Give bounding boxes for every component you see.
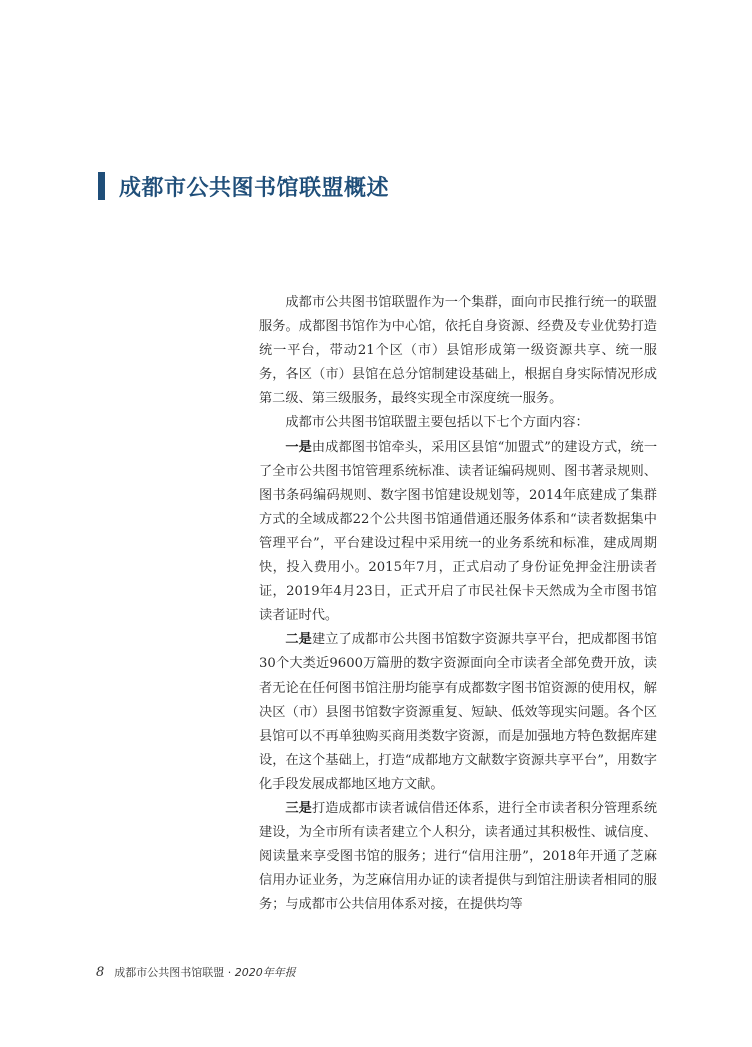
report-year: 2020年年报 xyxy=(234,966,296,979)
paragraph-overview: 成都市公共图书馆联盟主要包括以下七个方面内容： xyxy=(285,415,589,431)
body-text xyxy=(259,291,657,917)
section-title: 成都市公共图书馆联盟概述 xyxy=(119,175,390,201)
paragraph-intro: 成都市公共图书馆联盟作为一个集群，面向市民推行统一的联盟服务。成都图书馆作为中心馆，依托自身资源、经费及专业优势打造统一平台，带动21个区（市）县馆形成第一级资源共享、统一服务，各区（市）县馆在总分馆制建设基础上，根据自身实际情况形成第二级、第三级服务，最终实现全市深度统一服务。 xyxy=(259,295,657,407)
publication-name: 成都市公共图书馆联盟 · xyxy=(114,966,235,979)
item-2-lead: 二是 xyxy=(285,632,312,648)
section-heading xyxy=(98,170,389,202)
item-1-lead: 一是 xyxy=(285,439,312,455)
item-1-text: 由成都图书馆牵头，采用区县馆“加盟式”的建设方式，统一了全市公共图书馆管理系统标准、读者证编码规则、图书著录规则、图书条码编码规则、数字图书馆建设规划等，2014年底建成了集群方式的全域成都22个公共图书馆通借通还服务体系和“读者数据集中管理平台”，平台建设过程中采用统一的业务系统和标准，建成周期快，投入费用小。2015年7月，正式启动了身份证免押金注册读者证，2019年4月23日，正式开启了市民社保卡天然成为全市图书馆读者证时代。 xyxy=(259,439,658,624)
paragraph-item-1 xyxy=(259,436,657,629)
page-footer xyxy=(96,964,296,980)
heading-accent-bar xyxy=(98,172,105,200)
item-2-text: 建立了成都市公共图书馆数字资源共享平台，把成都图书馆30个大类近9600万篇册的数字资源面向全市读者全部免费开放，读者无论在任何图书馆注册均能享有成都数字图书馆资源的使用权，解决区（市）县图书馆数字资源重复、短缺、低效等现实问题。各个区县馆可以不再单独购买商用类数字资源，而是加强地方特色数据库建设，在这个基础上，打造“成都地方文献数字资源共享平台”，用数字化手段发展成都地区地方文献。 xyxy=(259,632,658,792)
page-number: 8 xyxy=(96,965,105,980)
item-3-text: 打造成都市读者诚信借还体系，进行全市读者积分管理系统建设，为全市所有读者建立个人积分，读者通过其积极性、诚信度、阅读量来享受图书馆的服务；进行“信用注册”，2018年开通了芝麻信用办证业务，为芝麻信用办证的读者提供与到馆注册读者相同的服务；与成都市公共信用体系对接，在提供均等 xyxy=(259,800,658,913)
paragraph-item-3 xyxy=(259,797,657,917)
item-3-lead: 三是 xyxy=(285,800,312,816)
paragraph-item-2 xyxy=(259,628,657,797)
